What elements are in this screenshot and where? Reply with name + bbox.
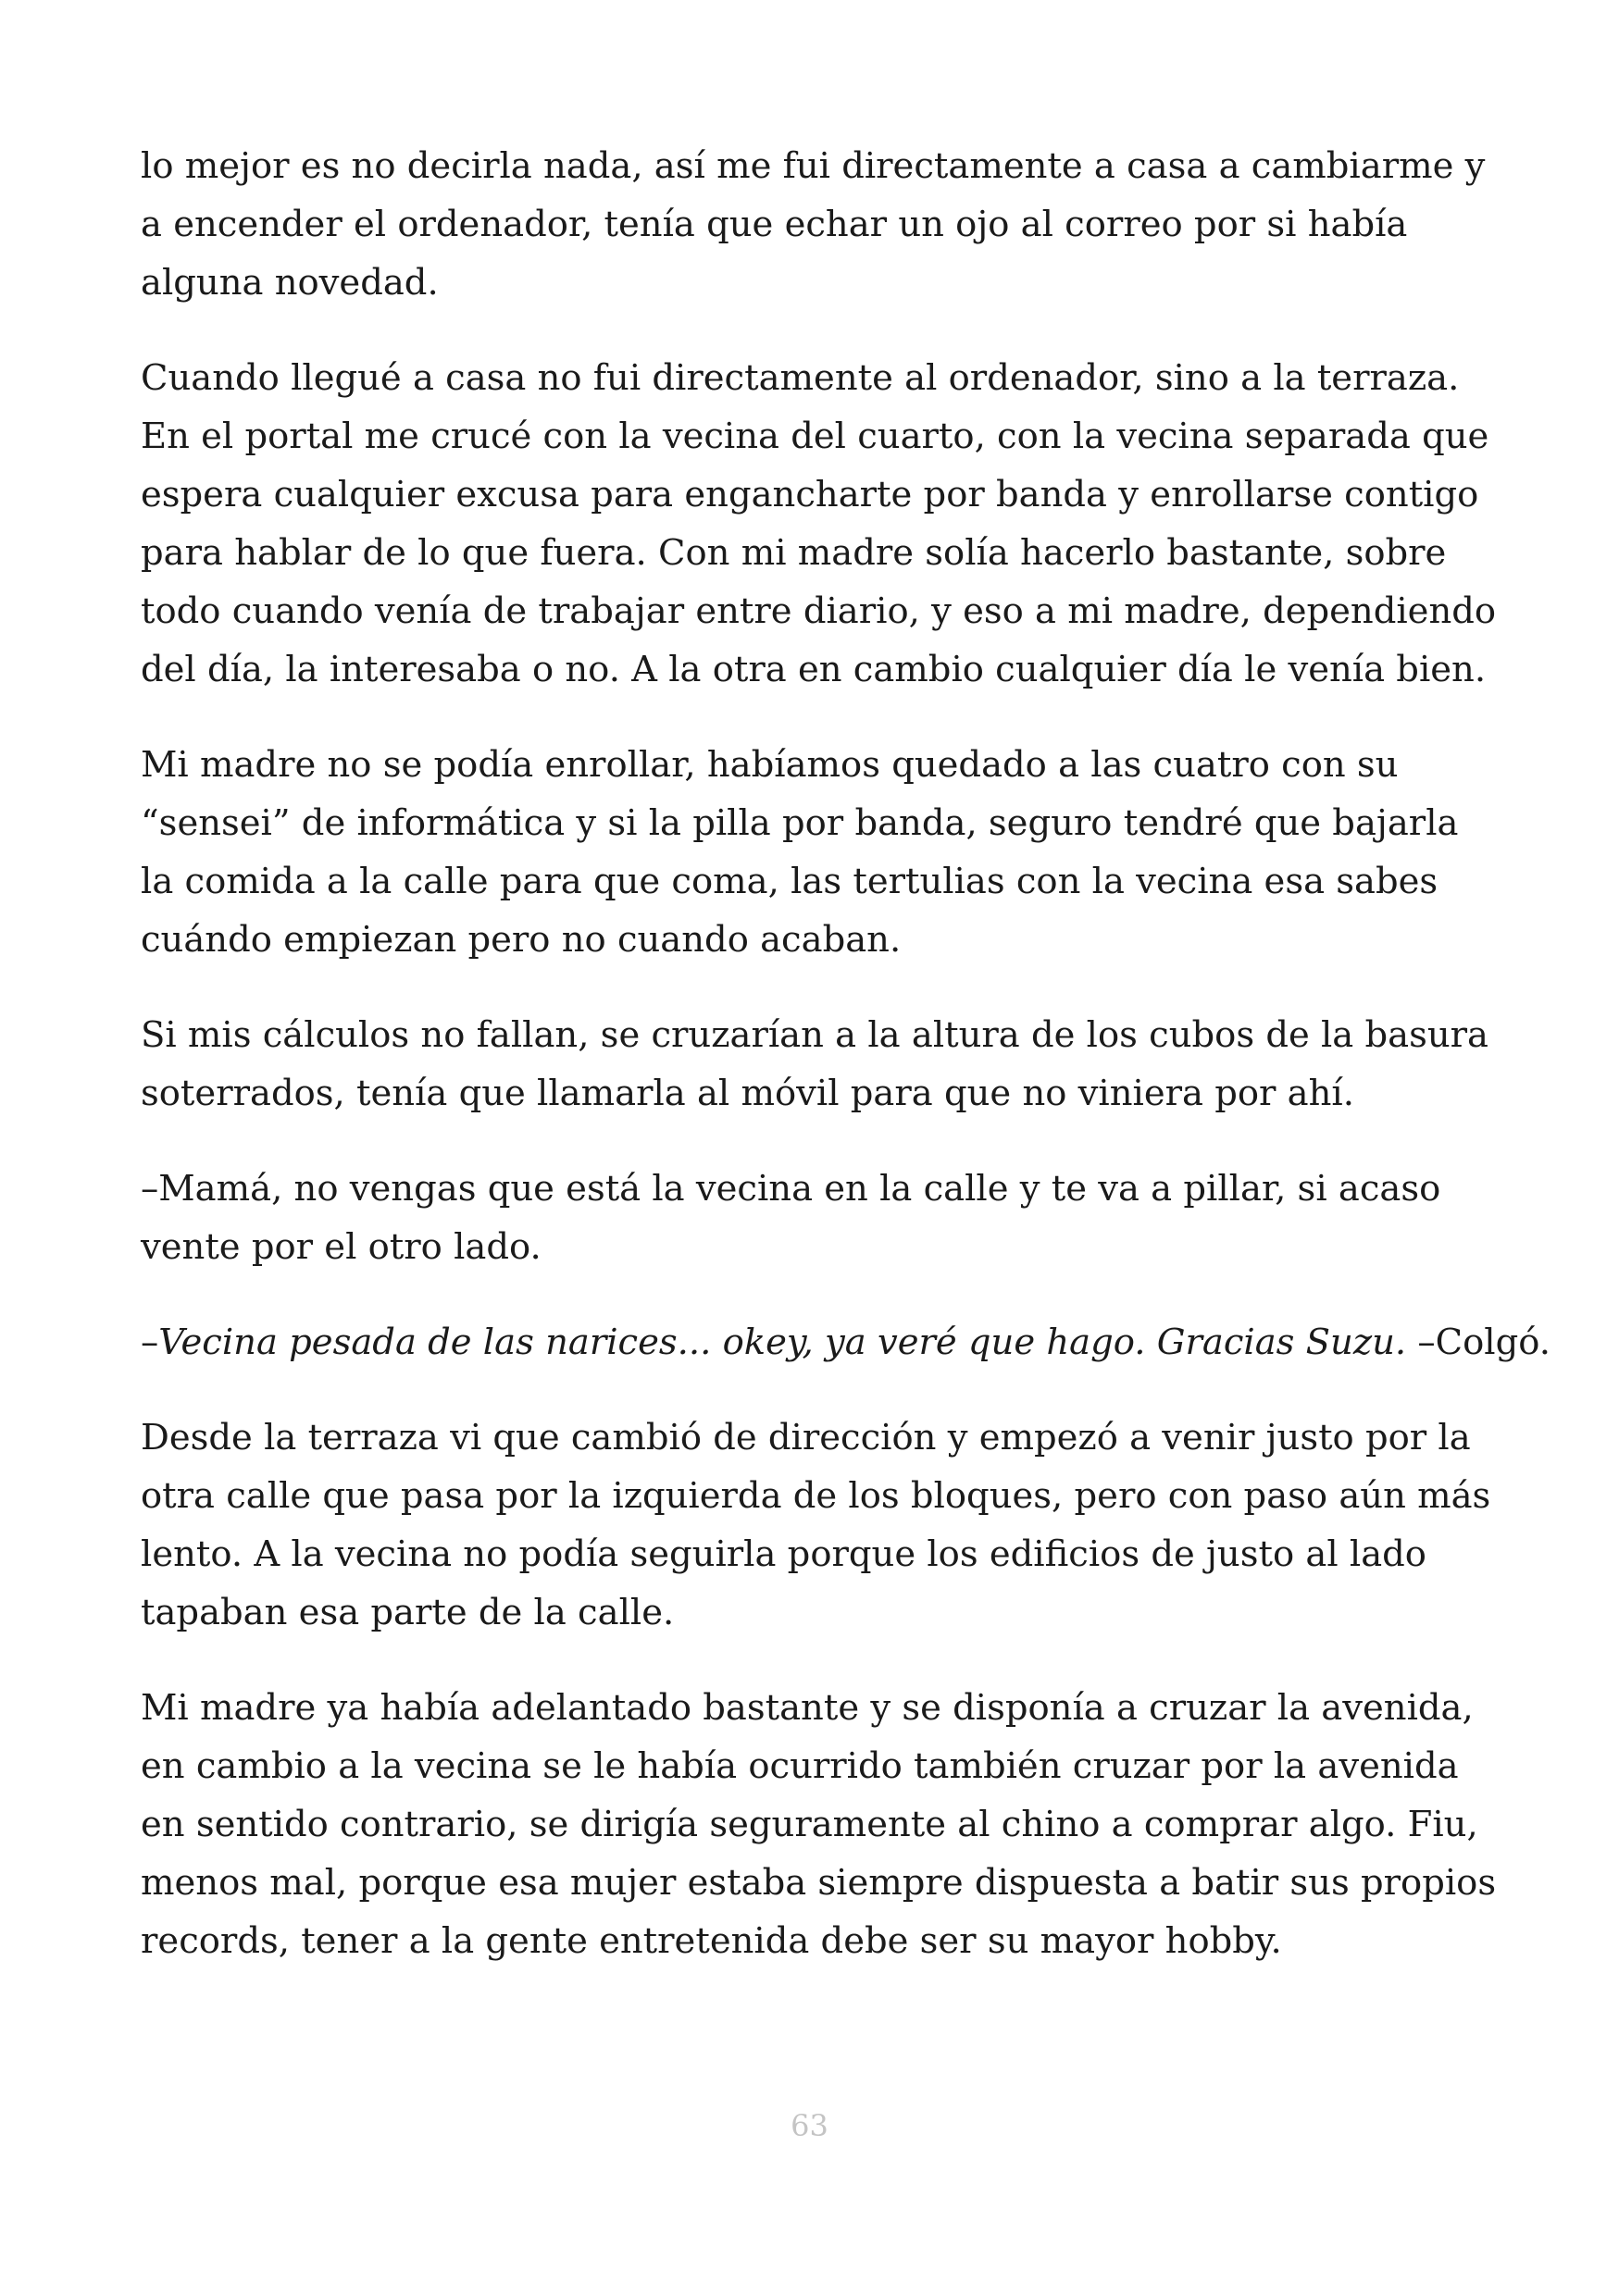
dialogue-after-text: –Colgó. [1406, 1322, 1551, 1363]
body-text [141, 137, 1551, 2007]
paragraph-8: Mi madre ya había adelantado bastante y se disponía a cruzar la avenida, en cambio a la vecina se le había ocurrido también cruzar por la avenida en sentido contrario, se dirigía seguramente al chino a comprar algo. Fiu, menos mal, porque esa mujer estaba siempre dispuesta a batir sus propios records, tener a la gente entretenida debe ser su mayor hobby. [141, 1687, 1497, 1962]
paragraph-2: Cuando llegué a casa no fui directamente al ordenador, sino a la terraza. En el portal me crucé con la vecina del cuarto, con la vecina separada que espera cualquier excusa para engancharte por banda y enrollarse contigo para hablar de lo que fuera. Con mi madre solía hacerlo bastante, sobre todo cuando venía de trabajar entre diario, y eso a mi madre, dependiendo del día, la interesaba o no. A la otra en cambio cualquier día le venía bien. [141, 357, 1497, 690]
dialogue-dash: – [141, 1322, 159, 1363]
paragraph-7: Desde la terraza vi que cambió de dirección y empezó a venir justo por la otra calle que pasa por la izquierda de los bloques, pero con paso aún más lento. A la vecina no podía seguirla porque los edificios de justo al lado tapaban esa parte de la calle. [141, 1417, 1491, 1633]
paragraph-3: Mi madre no se podía enrollar, habíamos quedado a las cuatro con su “sensei” de informática y si la pilla por banda, seguro tendré que bajarla la comida a la calle para que coma, las tertulias con la vecina esa sabes cuándo empiezan pero no cuando acaban. [141, 744, 1459, 961]
page-number: 63 [791, 2108, 828, 2143]
paragraph-4: Si mis cálculos no fallan, se cruzarían a la altura de los cubos de la basura soterrados, tenía que llamarla al móvil para que no viniera por ahí. [141, 1014, 1489, 1114]
paragraph-5: –Mamá, no vengas que está la vecina en la calle y te va a pillar, si acaso vente por el otro lado. [141, 1168, 1441, 1268]
paragraph-dialogue [141, 1313, 1551, 1371]
paragraph-1: lo mejor es no decirla nada, así me fui directamente a casa a cambiarme y a encender el ordenador, tenía que echar un ojo al correo por si había alguna novedad. [141, 145, 1486, 304]
dialogue-italic-text: Vecina pesada de las narices... okey, ya veré que hago. Gracias Suzu. [158, 1322, 1407, 1363]
